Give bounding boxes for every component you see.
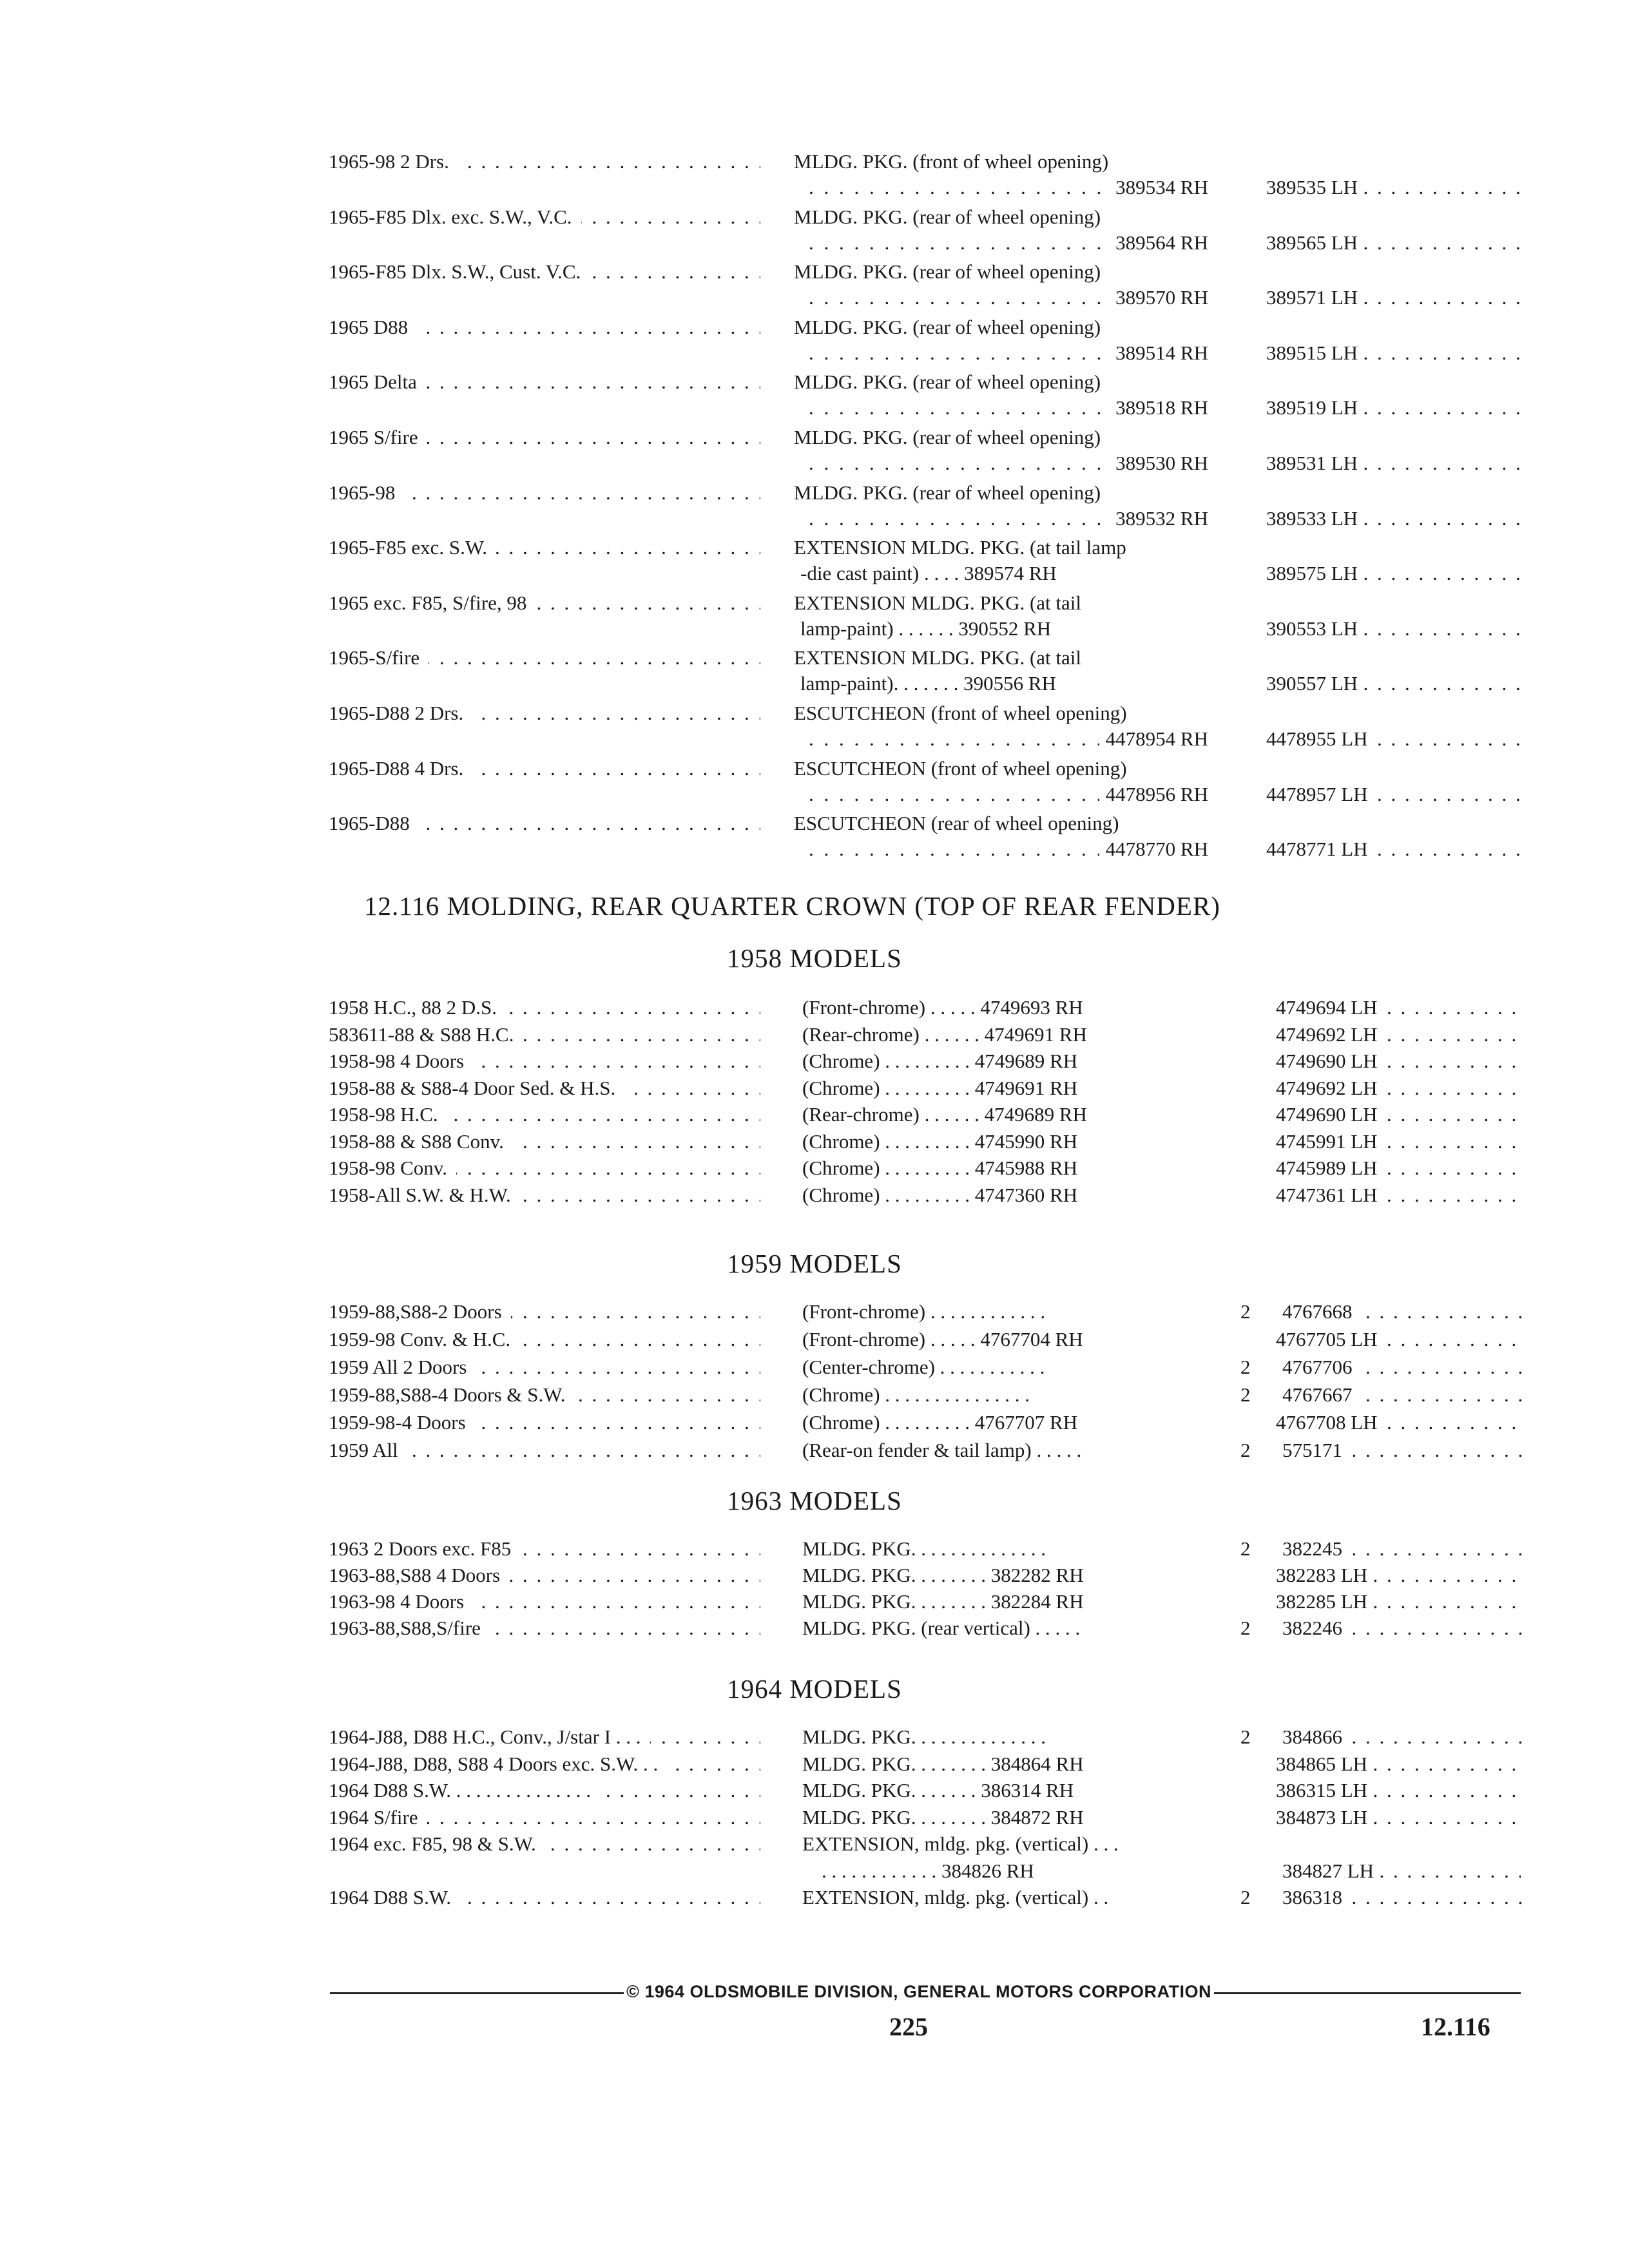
part-number-lh-text: 390553 LH [1266, 617, 1362, 640]
part-number [1276, 1327, 1521, 1352]
model-name-text: 1965 exc. F85, S/fire, 98 [329, 591, 535, 614]
part-number [1282, 1355, 1527, 1379]
part-number-lh [1266, 837, 1521, 861]
description: (Center-chrome) . . . . . . . . . . . [802, 1356, 1045, 1378]
part-number-rh [809, 175, 1208, 200]
description-cont: -die cast paint) . . . . 389574 RH [800, 562, 1057, 584]
part-number-text: 4767708 LH [1276, 1411, 1382, 1434]
part-number [1276, 1778, 1521, 1803]
part-number-text: 384866 [1282, 1725, 1346, 1748]
description: (Rear-on fender & tail lamp) . . . . . [802, 1439, 1082, 1461]
model-name-text: 1963-88,S88,S/fire [329, 1617, 490, 1639]
part-number-lh [1266, 231, 1521, 255]
part-number [1282, 1383, 1527, 1407]
description: EXTENSION MLDG. PKG. (at tail [794, 646, 1082, 669]
quantity: 2 [1240, 1617, 1251, 1639]
model-name-text: 1959 All 2 Doors [329, 1356, 476, 1378]
part-number [1282, 1537, 1527, 1561]
part-number-rh-text: . . . 4478770 RH [1099, 837, 1208, 861]
part-number-rh [809, 451, 1208, 476]
part-number [1276, 1049, 1521, 1073]
part-number-rh [809, 285, 1208, 310]
part-number-text: 386318 [1282, 1886, 1346, 1908]
part-number-text: 382285 LH [1276, 1590, 1371, 1613]
footer-rule-right [1168, 1992, 1521, 1994]
part-number [1276, 1076, 1521, 1100]
model-name-text: 1958-98 Conv. [329, 1157, 456, 1179]
model-name [329, 1832, 760, 1856]
quantity: 2 [1240, 1886, 1251, 1908]
description: (Front-chrome) . . . . . 4767704 RH [802, 1328, 1083, 1350]
part-number-text: 4767706 [1282, 1356, 1356, 1378]
model-name-text: 1963 2 Doors exc. F85 [329, 1537, 520, 1560]
part-number-lh-text: 389533 LH [1266, 507, 1362, 530]
part-number-rh [809, 341, 1208, 365]
section-number: 12.116 [1421, 2012, 1490, 2041]
model-name [329, 1129, 760, 1154]
part-number [1276, 1805, 1521, 1830]
model-name-text: 1965 S/fire [329, 426, 427, 448]
description: ESCUTCHEON (front of wheel opening) [794, 757, 1127, 780]
part-number [1276, 1183, 1521, 1207]
part-number-text: 4745991 LH [1276, 1130, 1382, 1153]
part-number [1282, 1616, 1527, 1640]
part-number [1276, 1023, 1521, 1047]
description: MLDG. PKG. . . . . . . . . . . . . . [802, 1725, 1046, 1748]
part-number-text: 4749690 LH [1276, 1103, 1382, 1126]
part-number [1276, 1563, 1521, 1588]
description: (Rear-chrome) . . . . . . 4749689 RH [802, 1103, 1087, 1126]
part-number-lh [1266, 617, 1521, 641]
model-name [329, 1563, 760, 1588]
description: (Rear-chrome) . . . . . . 4749691 RH [802, 1023, 1087, 1046]
model-name [329, 1049, 760, 1073]
part-number-lh [1266, 341, 1521, 365]
part-number-rh [809, 506, 1208, 531]
part-number-lh [1266, 782, 1521, 807]
part-number-lh-text: 389531 LH [1266, 452, 1362, 474]
model-name-text: 1965-F85 exc. S.W. [329, 536, 496, 559]
heading-1959-models: 1959 MODELS [727, 1249, 902, 1278]
description: (Chrome) . . . . . . . . . 4747360 RH [802, 1184, 1078, 1206]
model-name-text: 1965 Delta [329, 370, 426, 393]
model-name [329, 1885, 760, 1910]
part-number-lh-text: 389535 LH [1266, 176, 1362, 198]
model-name-text: 1965-D88 2 Drs. [329, 702, 472, 724]
part-number-lh-text: 389519 LH [1266, 396, 1362, 419]
part-number-text: 4749692 LH [1276, 1077, 1382, 1099]
part-number-lh [1266, 451, 1521, 476]
part-number-text: 384827 LH [1282, 1860, 1378, 1882]
part-number-text: 386315 LH [1276, 1779, 1371, 1802]
description: (Chrome) . . . . . . . . . 4767707 RH [802, 1411, 1078, 1434]
part-number [1282, 1438, 1527, 1463]
description: MLDG. PKG. (rear of wheel opening) [794, 206, 1101, 228]
part-number-text: 382283 LH [1276, 1564, 1371, 1586]
part-number [1276, 1410, 1521, 1435]
part-number-rh [809, 727, 1208, 751]
model-name [329, 260, 760, 284]
quantity: 2 [1240, 1439, 1251, 1461]
part-number-rh [809, 837, 1208, 861]
part-number [1276, 1102, 1521, 1127]
model-name [329, 1752, 760, 1776]
part-number-lh [1266, 671, 1521, 696]
part-number-lh-text: 389575 LH [1266, 562, 1362, 584]
part-number-rh-text: . . . 389564 RH [1109, 231, 1208, 255]
model-name [329, 1355, 760, 1379]
part-number [1282, 1885, 1527, 1910]
description: MLDG. PKG. . . . . . . . 384872 RH [802, 1806, 1084, 1829]
part-number-lh-text: 4478771 LH [1266, 838, 1372, 860]
model-name-text: 1959-98 Conv. & H.C. [329, 1328, 519, 1350]
description: MLDG. PKG. . . . . . . . 382284 RH [802, 1590, 1084, 1613]
model-name-text: 1965-D88 4 Drs. [329, 757, 472, 780]
model-name-text: 1958-All S.W. & H.W. [329, 1184, 520, 1206]
part-number-rh [809, 782, 1208, 807]
description: (Chrome) . . . . . . . . . 4749691 RH [802, 1077, 1078, 1099]
description: MLDG. PKG. (rear of wheel opening) [794, 260, 1101, 283]
model-name [329, 591, 760, 615]
part-number-lh-text: 389515 LH [1266, 341, 1362, 364]
model-name [329, 1156, 760, 1180]
part-number-text: 4745989 LH [1276, 1157, 1382, 1179]
description-cont: lamp-paint) . . . . . . 390552 RH [800, 617, 1052, 640]
model-name [329, 1590, 760, 1614]
part-number-rh-text: . . . 4478956 RH [1099, 782, 1208, 807]
model-name-text: 1964-J88, D88, S88 4 Doors exc. S.W. . . [329, 1753, 667, 1775]
part-number-rh [809, 231, 1208, 255]
description: (Front-chrome) . . . . . 4749693 RH [802, 996, 1083, 1019]
model-name-text: 1965 D88 [329, 316, 417, 338]
quantity: 2 [1240, 1300, 1251, 1323]
model-name [329, 535, 760, 560]
model-name [329, 995, 760, 1020]
part-number-rh-text: . . . 389518 RH [1109, 396, 1208, 420]
part-number-text: 384873 LH [1276, 1806, 1371, 1829]
model-name [329, 1183, 760, 1207]
heading-1958-models: 1958 MODELS [727, 943, 902, 973]
model-name [329, 149, 760, 174]
part-number-text: 382246 [1282, 1617, 1346, 1639]
model-name-text: 1958-88 & S88-4 Door Sed. & H.S. [329, 1077, 624, 1099]
model-name [329, 1537, 760, 1561]
heading-1963-models: 1963 MODELS [727, 1486, 902, 1515]
model-name [329, 1023, 760, 1047]
description: EXTENSION, mldg. pkg. (vertical) . . [802, 1886, 1109, 1908]
part-number-text: 4767668 [1282, 1300, 1356, 1323]
model-name-text: 1965-98 [329, 481, 404, 504]
part-number-rh-text: . . . 389570 RH [1109, 285, 1208, 310]
page-number: 225 [889, 2012, 928, 2041]
model-name-text: 1964 exc. F85, 98 & S.W. [329, 1832, 545, 1855]
model-name [329, 1616, 760, 1640]
model-name [329, 1778, 760, 1803]
part-number-lh [1266, 175, 1521, 200]
description: (Chrome) . . . . . . . . . 4745988 RH [802, 1157, 1078, 1179]
model-name-text: 1965-F85 Dlx. exc. S.W., V.C. [329, 206, 581, 228]
description: MLDG. PKG. (rear of wheel opening) [794, 426, 1101, 448]
description: (Front-chrome) . . . . . . . . . . . . [802, 1300, 1046, 1323]
description: (Chrome) . . . . . . . . . 4749689 RH [802, 1050, 1078, 1072]
description: (Chrome) . . . . . . . . . . . . . . . [802, 1383, 1030, 1406]
model-name-text: 1959 All [329, 1439, 407, 1461]
part-number-lh-text: 4478957 LH [1266, 783, 1372, 805]
model-name [329, 756, 760, 781]
model-name [329, 1725, 760, 1749]
quantity: 2 [1240, 1383, 1251, 1406]
model-name-text: 1965-S/fire [329, 646, 429, 669]
part-number-lh [1266, 727, 1521, 751]
section-title: 12.116 MOLDING, REAR QUARTER CROWN (TOP OF REAR FENDER) [364, 891, 1220, 921]
description: MLDG. PKG. . . . . . . . . . . . . . [802, 1537, 1046, 1560]
description: ESCUTCHEON (rear of wheel opening) [794, 812, 1119, 834]
part-number-lh [1266, 396, 1521, 420]
model-name [329, 1805, 760, 1830]
model-name [329, 315, 760, 340]
description-cont: lamp-paint). . . . . . . 390556 RH [800, 672, 1056, 695]
description: MLDG. PKG. (front of wheel opening) [794, 150, 1109, 173]
part-number-lh-text: 4478955 LH [1266, 727, 1372, 750]
part-number-lh-text: 389565 LH [1266, 231, 1362, 254]
model-name [329, 1300, 760, 1324]
part-number-text: 4747361 LH [1276, 1184, 1382, 1206]
model-name-text: 1958-98 4 Doors [329, 1050, 473, 1072]
description: MLDG. PKG. . . . . . . . 382282 RH [802, 1564, 1084, 1586]
model-name [329, 481, 760, 505]
description: MLDG. PKG. (rear of wheel opening) [794, 370, 1101, 393]
model-name-text: 1959-98-4 Doors [329, 1411, 475, 1434]
part-number [1276, 995, 1521, 1020]
description: MLDG. PKG. (rear vertical) . . . . . [802, 1617, 1081, 1639]
part-number-rh-text: . . . 389534 RH [1109, 175, 1208, 200]
part-number-rh-text: . . . 389532 RH [1109, 506, 1208, 531]
description-cont: . . . . . . . . . . . . 384826 RH [822, 1860, 1034, 1882]
model-name [329, 1438, 760, 1463]
model-name-text: 1958 H.C., 88 2 D.S. [329, 996, 506, 1019]
model-name-text: 1964 D88 S.W. . . . . . . . . . . . . . . [329, 1779, 600, 1802]
part-number [1276, 1590, 1521, 1614]
description: EXTENSION, mldg. pkg. (vertical) . . . [802, 1832, 1119, 1855]
description: MLDG. PKG. (rear of wheel opening) [794, 481, 1101, 504]
model-name-text: 1963-88,S88 4 Doors [329, 1564, 509, 1586]
model-name [329, 1410, 760, 1435]
model-name-text: 1958-88 & S88 Conv. [329, 1130, 513, 1153]
description: MLDG. PKG. . . . . . . . 384864 RH [802, 1753, 1084, 1775]
model-name [329, 1102, 760, 1127]
model-name-text: 1965-F85 Dlx. S.W., Cust. V.C. [329, 260, 590, 283]
model-name [329, 1327, 760, 1352]
model-name-text: 1959-88,S88-2 Doors [329, 1300, 511, 1323]
model-name-text: 1958-98 H.C. [329, 1103, 447, 1126]
part-number-rh-text: . . . 389530 RH [1109, 451, 1208, 476]
heading-1964-models: 1964 MODELS [727, 1674, 902, 1704]
model-name-text: 1965-D88 [329, 812, 419, 834]
model-name [329, 1076, 760, 1100]
part-number-text: 575171 [1282, 1439, 1346, 1461]
part-number-rh-text: . . . 4478954 RH [1099, 727, 1208, 751]
part-number-text: 4749690 LH [1276, 1050, 1382, 1072]
description: EXTENSION MLDG. PKG. (at tail lamp [794, 536, 1126, 559]
footer-rule-left [330, 1992, 626, 1994]
description: (Chrome) . . . . . . . . . 4745990 RH [802, 1130, 1078, 1153]
part-number-lh-text: 390557 LH [1266, 672, 1362, 695]
model-name-text: 1964-J88, D88 H.C., Conv., J/star I . . . [329, 1725, 650, 1748]
model-name-text: 1965-98 2 Drs. [329, 150, 458, 173]
model-name [329, 811, 760, 836]
part-number [1282, 1725, 1527, 1749]
description: ESCUTCHEON (front of wheel opening) [794, 702, 1127, 724]
part-number-text: 382245 [1282, 1537, 1346, 1560]
model-name [329, 425, 760, 450]
model-name-text: 1964 S/fire [329, 1806, 427, 1829]
part-number-lh [1266, 561, 1521, 586]
model-name [329, 205, 760, 229]
part-number-text: 4767667 [1282, 1383, 1356, 1406]
model-name-text: 1963-98 4 Doors [329, 1590, 473, 1613]
quantity: 2 [1240, 1725, 1251, 1748]
description: EXTENSION MLDG. PKG. (at tail [794, 591, 1082, 614]
description: MLDG. PKG. (rear of wheel opening) [794, 316, 1101, 338]
part-number [1282, 1859, 1521, 1883]
quantity: 2 [1240, 1537, 1251, 1560]
model-name [329, 701, 760, 726]
copyright-notice: © 1964 OLDSMOBILE DIVISION, GENERAL MOTORS CORPORATION [624, 1982, 1214, 2002]
part-number-text: 4749692 LH [1276, 1023, 1382, 1046]
part-number [1282, 1300, 1527, 1324]
part-number [1276, 1156, 1521, 1180]
model-name [329, 370, 760, 394]
part-number [1276, 1752, 1521, 1776]
model-name [329, 1383, 760, 1407]
model-name-text: 1964 D88 S.W. [329, 1886, 460, 1908]
part-number-rh-text: . . . 389514 RH [1109, 341, 1208, 365]
part-number [1276, 1129, 1521, 1154]
model-name-text: 583611-88 & S88 H.C. [329, 1023, 523, 1046]
part-number-text: 384865 LH [1276, 1753, 1371, 1775]
part-number-text: 4749694 LH [1276, 996, 1382, 1019]
part-number-lh [1266, 506, 1521, 531]
part-number-rh [809, 396, 1208, 420]
part-number-lh [1266, 285, 1521, 310]
quantity: 2 [1240, 1356, 1251, 1378]
part-number-lh-text: 389571 LH [1266, 286, 1362, 309]
model-name [329, 646, 760, 670]
model-name-text: 1959-88,S88-4 Doors & S.W. [329, 1383, 574, 1406]
description: MLDG. PKG. . . . . . . 386314 RH [802, 1779, 1074, 1802]
part-number-text: 4767705 LH [1276, 1328, 1382, 1350]
